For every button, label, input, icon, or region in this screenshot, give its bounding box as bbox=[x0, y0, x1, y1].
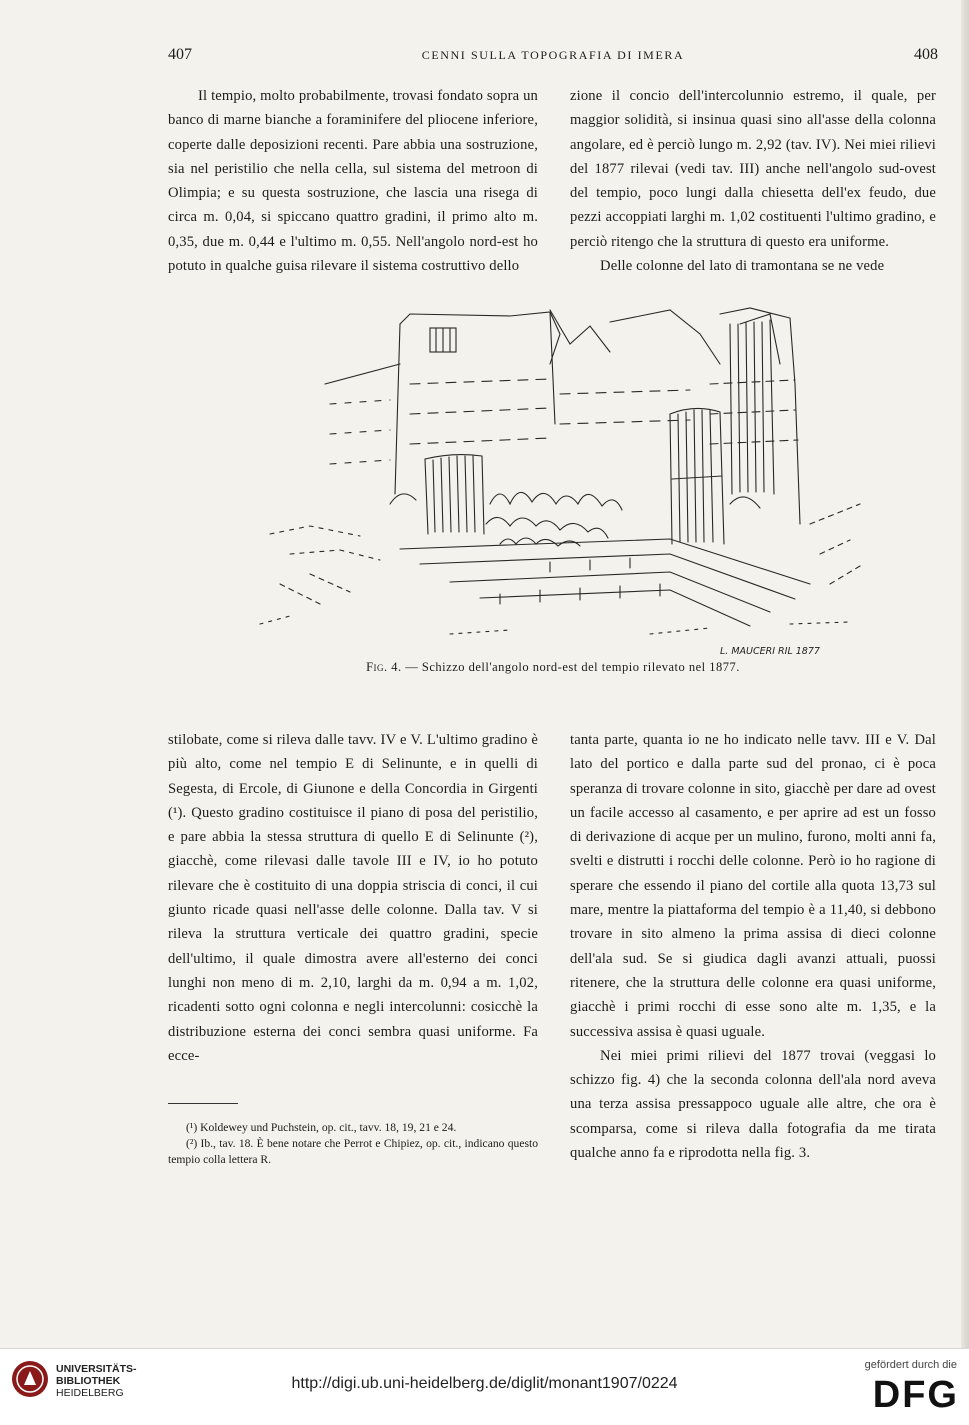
institution-name: UNIVERSITÄTS- BIBLIOTHEK HEIDELBERG bbox=[56, 1363, 137, 1399]
column-top-left bbox=[168, 84, 538, 278]
paragraph: Delle colonne del lato di tramontana se ne vede bbox=[600, 258, 885, 275]
page-number-left: 407 bbox=[168, 46, 192, 63]
paragraph: zione il concio dell'intercolunnio estremo, il quale, per maggior solidità, si insinua quasi sino all'asse della colonna angolare, ed è perciò lungo m. 2,92 (tav. IV). Nei miei rilievi del 1877 rilevai (vedi tav. III) anche nell'angolo sud-ovest del tempio, poco lungi dalla chiesetta dell'ex feudo, due pezzi accoppiati larghi m. 1,02 costituenti l'ultimo gradino, e perciò ritengo che la struttura di questo era uniforme. bbox=[570, 88, 936, 250]
footnotes bbox=[168, 1120, 538, 1168]
running-title: CENNI SULLA TOPOGRAFIA DI IMERA bbox=[421, 48, 685, 62]
permalink-url[interactable]: http://digi.ub.uni-heidelberg.de/diglit/monant1907/0224 bbox=[291, 1375, 678, 1392]
figure-label: Fig. 4. bbox=[366, 660, 402, 674]
figure-caption-text: — Schizzo dell'angolo nord-est del tempio rilevato nel 1877. bbox=[405, 660, 740, 674]
sketch-signature: L. MAUCERI RIL 1877 bbox=[720, 646, 820, 657]
page-number-right: 408 bbox=[914, 46, 938, 63]
paragraph: Nei miei primi rilievi del 1877 trovai (veggasi lo schizzo fig. 4) che la seconda colonna dell'ala nord aveva una terza assisa pressappoco uguale alle altre, che ora è scomparsa, come si rileva dalla fotografia da me tirata qualche anno fa e riprodotta nella fig. 3. bbox=[570, 1047, 936, 1162]
viewer-footer bbox=[0, 1348, 969, 1425]
paragraph: Il tempio, molto probabilmente, trovasi fondato sopra un banco di marne bianche a foraminifere del pliocene inferiore, coperte dalle deposizioni recenti. Pare abbia una sostruzione, sia nel peristilio che nella cella, sul sistema del metroon di Olimpia; e su questa sostruzione, che lascia una risega di circa m. 0,04, si spiccano quattro gradini, il primo alto m. 0,35, due m. 0,44 e l'ultimo m. 0,55. Nell'angolo nord-est ho potuto in qualche guisa rilevare il sistema costruttivo dello bbox=[168, 88, 538, 275]
running-head bbox=[168, 46, 938, 68]
footnote: (¹) Koldewey und Puchstein, op. cit., tavv. 18, 19, 21 e 24. bbox=[186, 1121, 457, 1134]
temple-ruins-sketch bbox=[250, 304, 870, 658]
column-bottom-left bbox=[168, 728, 538, 1068]
funding-note: gefördert durch die bbox=[864, 1359, 957, 1371]
column-top-right bbox=[570, 84, 936, 278]
figure-sketch bbox=[250, 304, 870, 658]
footnote: (²) Ib., tav. 18. È bene notare che Perrot e Chipiez, op. cit., indicano questo tempio colla lettera R. bbox=[168, 1137, 538, 1166]
figure-caption bbox=[168, 660, 938, 675]
paragraph: stilobate, come si rileva dalle tavv. IV e V. L'ultimo gradino è più alto, come nel tempio E di Selinunte, e in quelli di Segesta, di Ercole, di Giunone e della Concordia in Girgenti (¹). Questo gradino costituisce il piano di posa del peristilio, e pare abbia la stessa struttura di quello E di Selinunte (²), giacchè, come rilevasi dalle tavole III e IV, io ho potuto rilevare che è costituito di una doppia striscia di conci, il cui giunto ricade quasi nell'asse delle colonne. Dalla tav. V si rileva la struttura verticale dei quattro gradini, specie dell'ultimo, il quale dimostra avere all'esterno dei conci lunghi non meno di m. 2,10, larghi da m. 0,94 a m. 1,02, ricadenti sotto ogni colonna e negli intercolunni: cosicchè la distribuzione esterna dei conci sembra quasi uniforme. Fa ecce- bbox=[168, 732, 538, 1064]
paragraph: tanta parte, quanta io ne ho indicato nelle tavv. III e V. Dal lato del portico e dalla parte sud del pronao, ci è poca speranza di trovare colonne in sito, giacchè per dare ad ovest un facile accesso al casamento, e per aprire ad est un fosso di derivazione di acque per un mulino, furono, molti anni fa, svelti e distrutti i rocchi delle colonne. Però io ho ragione di sperare che essendo il piano del cortile alla quota 13,73 sul mare, mentre la piattaforma del tempio è a 11,40, si debbono trovare in sito almeno la prima assisa di dieci colonne dell'ala sud. Se si giudica dagli avanzi attuali, puossi ritenere, che la struttura delle colonne era quasi uniforme, giacchè i primi rocchi di esse sono alte m. 1,35, e la successiva assisa è quasi uguale. bbox=[570, 732, 936, 1040]
footnote-rule bbox=[168, 1103, 238, 1104]
column-bottom-right bbox=[570, 728, 936, 1165]
page-edge bbox=[961, 0, 969, 1348]
dfg-logo: DFG bbox=[872, 1374, 959, 1416]
